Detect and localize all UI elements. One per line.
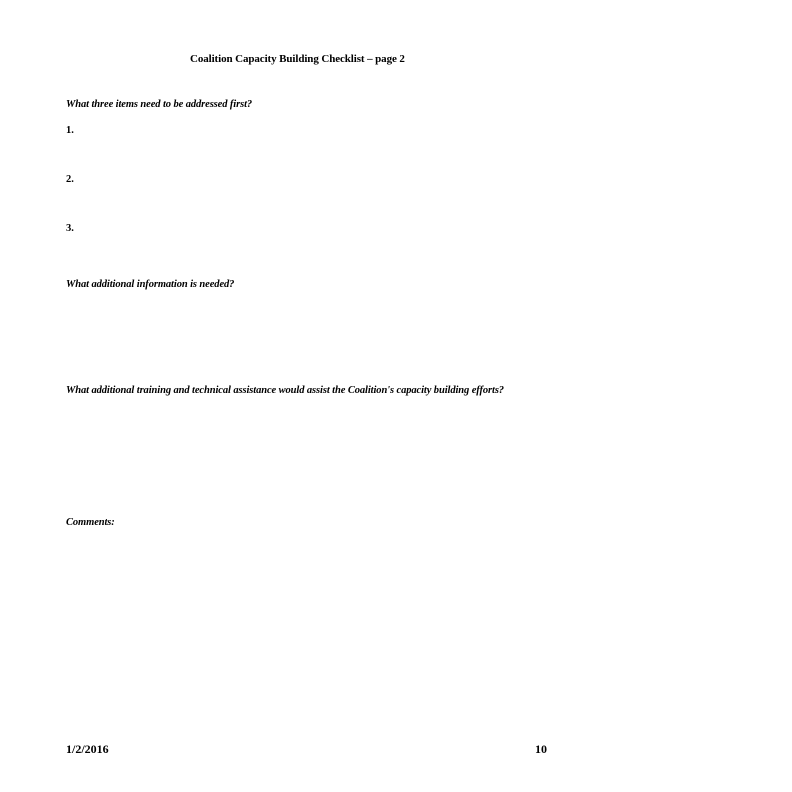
training-question: What additional training and technical assistance would assist the Coalition's capacity building efforts? — [66, 385, 504, 396]
priorities-question: What three items need to be addressed first? — [66, 99, 253, 110]
item-number-3: 3. — [66, 223, 74, 234]
item-number-2: 2. — [66, 174, 74, 185]
footer-date: 1/2/2016 — [66, 742, 109, 756]
footer-page-number: 10 — [535, 742, 547, 756]
additional-info-question: What additional information is needed? — [66, 279, 235, 290]
comments-label: Comments: — [66, 517, 115, 528]
item-number-1: 1. — [66, 125, 74, 136]
page-title: Coalition Capacity Building Checklist – page 2 — [190, 53, 405, 65]
